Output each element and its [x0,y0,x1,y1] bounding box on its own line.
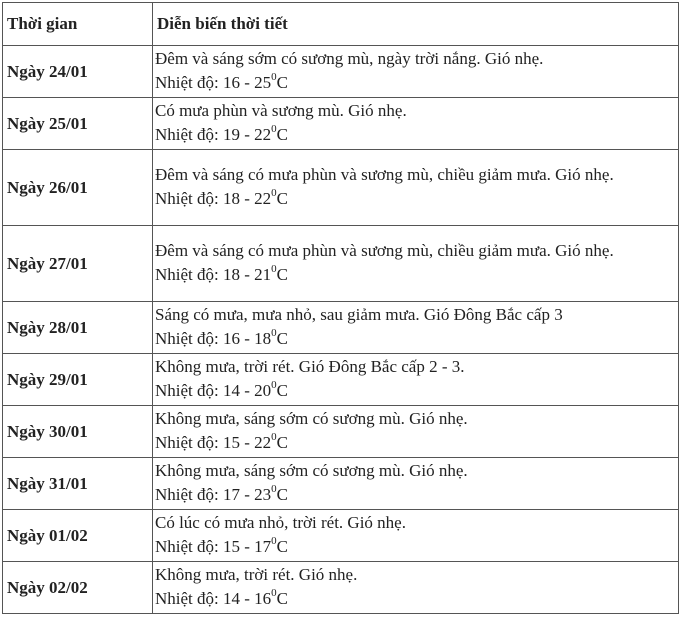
table-row [3,510,679,562]
temperature-label: Nhiệt độ: [155,537,219,556]
temperature-line [155,587,676,611]
temperature-label: Nhiệt độ: [155,589,219,608]
weather-forecast-table [2,2,679,614]
date-cell [3,458,153,510]
table-row [3,458,679,510]
temperature-unit: C [276,381,289,400]
date-cell [3,226,153,302]
temperature-range: 18 - 22 [223,189,272,208]
date-text: Ngày 24/01 [7,61,88,81]
temperature-unit: C [276,589,289,608]
table-row [3,98,679,150]
column-header-weather: Diễn biến thời tiết [153,3,679,46]
weather-cell [153,354,679,406]
date-cell [3,46,153,98]
temperature-unit-superscript: 0 [271,587,277,600]
table-row [3,302,679,354]
weather-description: Sáng có mưa, mưa nhỏ, sau giảm mưa. Gió Đông Bắc cấp 3 [155,305,563,324]
temperature-unit-superscript: 0 [271,263,277,276]
temperature-unit-superscript: 0 [271,535,277,548]
weather-cell [153,302,679,354]
temperature-label: Nhiệt độ: [155,381,219,400]
weather-cell [153,226,679,302]
temperature-unit-superscript: 0 [271,483,277,496]
date-text: Ngày 26/01 [7,177,88,197]
temperature-unit: C [276,329,289,348]
temperature-label: Nhiệt độ: [155,265,219,284]
temperature-unit: C [276,125,289,144]
temperature-unit: C [276,537,289,556]
temperature-unit: C [276,189,289,208]
table-body [3,46,679,614]
date-text: Ngày 31/01 [7,473,88,493]
temperature-unit-superscript: 0 [271,71,277,84]
weather-description: Đêm và sáng sớm có sương mù, ngày trời nắng. Gió nhẹ. [155,49,544,68]
temperature-line [155,483,676,507]
weather-cell [153,150,679,226]
temperature-label: Nhiệt độ: [155,485,219,504]
temperature-unit: C [276,265,289,284]
table-row [3,46,679,98]
weather-cell [153,46,679,98]
temperature-unit: C [276,433,289,452]
date-text: Ngày 02/02 [7,577,88,597]
weather-cell [153,510,679,562]
date-text: Ngày 29/01 [7,369,88,389]
date-text: Ngày 25/01 [7,113,88,133]
weather-description: Có lúc có mưa nhỏ, trời rét. Gió nhẹ. [155,513,406,532]
temperature-unit: C [276,73,289,92]
date-cell [3,510,153,562]
temperature-unit: C [276,485,289,504]
temperature-line [155,431,676,455]
temperature-range: 16 - 18 [223,329,272,348]
date-cell [3,302,153,354]
table-row [3,226,679,302]
weather-description: Đêm và sáng có mưa phùn và sương mù, chiều giảm mưa. Gió nhẹ. [155,165,614,184]
weather-cell [153,406,679,458]
weather-cell [153,562,679,614]
temperature-line [155,327,676,351]
date-cell [3,562,153,614]
date-cell [3,406,153,458]
temperature-range: 15 - 22 [223,433,272,452]
temperature-range: 15 - 17 [223,537,272,556]
weather-cell [153,98,679,150]
weather-description: Có mưa phùn và sương mù. Gió nhẹ. [155,101,407,120]
table-row [3,406,679,458]
date-text: Ngày 28/01 [7,317,88,337]
weather-description: Không mưa, trời rét. Gió nhẹ. [155,565,358,584]
temperature-unit-superscript: 0 [271,379,277,392]
table-header-row [3,3,679,46]
date-text: Ngày 01/02 [7,525,88,545]
date-text: Ngày 30/01 [7,421,88,441]
temperature-range: 16 - 25 [223,73,272,92]
temperature-line [155,535,676,559]
temperature-range: 18 - 21 [223,265,272,284]
temperature-unit-superscript: 0 [271,431,277,444]
temperature-line [155,71,676,95]
temperature-line [155,379,676,403]
temperature-label: Nhiệt độ: [155,189,219,208]
date-cell [3,98,153,150]
date-text: Ngày 27/01 [7,253,88,273]
date-cell [3,354,153,406]
temperature-label: Nhiệt độ: [155,329,219,348]
temperature-range: 17 - 23 [223,485,272,504]
temperature-label: Nhiệt độ: [155,73,219,92]
temperature-unit-superscript: 0 [271,123,277,136]
temperature-unit-superscript: 0 [271,187,277,200]
weather-description: Không mưa, sáng sớm có sương mù. Gió nhẹ. [155,461,468,480]
table-row [3,562,679,614]
temperature-label: Nhiệt độ: [155,433,219,452]
temperature-unit-superscript: 0 [271,327,277,340]
temperature-label: Nhiệt độ: [155,125,219,144]
weather-cell [153,458,679,510]
temperature-line [155,263,676,287]
temperature-line [155,187,676,211]
temperature-range: 19 - 22 [223,125,272,144]
temperature-range: 14 - 20 [223,381,272,400]
temperature-line [155,123,676,147]
weather-description: Đêm và sáng có mưa phùn và sương mù, chiều giảm mưa. Gió nhẹ. [155,241,614,260]
date-cell [3,150,153,226]
column-header-time: Thời gian [3,3,153,46]
table-row [3,150,679,226]
table-row [3,354,679,406]
weather-description: Không mưa, sáng sớm có sương mù. Gió nhẹ. [155,409,468,428]
weather-description: Không mưa, trời rét. Gió Đông Bắc cấp 2 - 3. [155,357,465,376]
temperature-range: 14 - 16 [223,589,272,608]
